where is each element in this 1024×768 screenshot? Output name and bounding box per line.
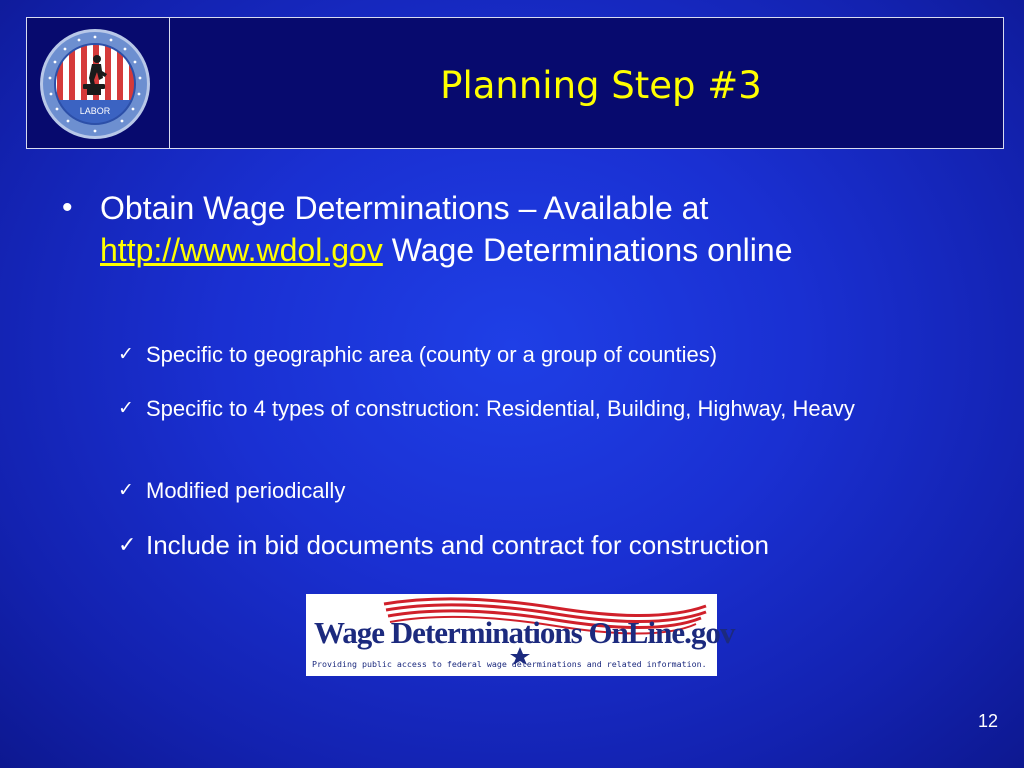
check-icon: ✓ [118, 479, 134, 501]
page-number: 12 [977, 711, 998, 731]
banner-title: Wage Determinations OnLine.gov [314, 615, 735, 650]
bullet-marker: • [62, 191, 73, 224]
sub-bullet-construction-types: Specific to 4 types of construction: Residential, Building, Highway, Heavy [146, 396, 855, 421]
main-bullet-lead: Obtain Wage Determinations – Available at [100, 190, 709, 226]
sub-bullet-include-in-bid: Include in bid documents and contract for construction [146, 530, 769, 560]
main-bullet-tail: Wage Determinations online [382, 232, 793, 268]
wdol-banner[interactable] [306, 594, 735, 676]
check-icon: ✓ [118, 397, 134, 419]
banner-tagline: Providing public access to federal wage determinations and related information. [312, 659, 707, 669]
wdol-link[interactable]: http://www.wdol.gov [100, 232, 383, 268]
sub-bullet-geographic: Specific to geographic area (county or a group of counties) [146, 342, 718, 367]
slide-title: Planning Step #3 [440, 64, 762, 107]
main-bullet-text [100, 187, 900, 271]
sub-bullet-modified: Modified periodically [146, 478, 346, 503]
check-icon: ✓ [118, 343, 134, 365]
check-icon: ✓ [118, 533, 137, 558]
seal-label: LABOR [79, 106, 111, 116]
